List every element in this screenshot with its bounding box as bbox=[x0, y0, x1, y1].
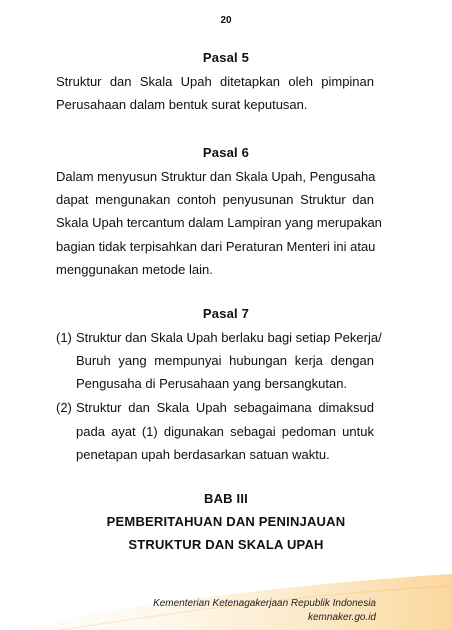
pasal-7-item-2-marker: (2) bbox=[56, 400, 72, 415]
pasal-7-item-1-line-1: Struktur dan Skala Upah berlaku bagi setiap Pekerja/ bbox=[76, 330, 382, 345]
pasal-6-line-4: bagian tidak terpisahkan dari Peraturan Menteri ini atau bbox=[56, 239, 376, 254]
pasal-6-line-2: dapat mengunakan contoh penyusunan Struktur dan bbox=[56, 192, 374, 207]
chapter-number: BAB III bbox=[203, 491, 248, 506]
pasal-7-item-2-line-1: Struktur dan Skala Upah sebagaimana dimaksud bbox=[76, 400, 374, 415]
pasal-5-line-2: Perusahaan dalam bentuk surat keputusan. bbox=[56, 97, 308, 112]
footer-website: kemnaker.go.id bbox=[308, 612, 376, 623]
pasal-6-line-1: Dalam menyusun Struktur dan Skala Upah, Pengusaha bbox=[56, 169, 376, 184]
pasal-7-item-1-line-2: Buruh yang mempunyai hubungan kerja dengan bbox=[76, 353, 374, 368]
chapter-title-line-2: STRUKTUR DAN SKALA UPAH bbox=[128, 537, 324, 552]
pasal-6-heading: Pasal 6 bbox=[202, 145, 250, 160]
pasal-5-heading: Pasal 5 bbox=[202, 50, 250, 65]
pasal-7-item-1-line-3: Pengusaha di Perusahaan yang bersangkutan. bbox=[76, 376, 348, 391]
pasal-7-item-1-marker: (1) bbox=[56, 330, 72, 345]
pasal-6-line-3: Skala Upah tercantum dalam Lampiran yang merupakan bbox=[56, 215, 382, 230]
pasal-7-item-2-line-3: penetapan upah berdasarkan satuan waktu. bbox=[76, 447, 330, 462]
chapter-title-line-1: PEMBERITAHUAN DAN PENINJAUAN bbox=[106, 514, 346, 529]
pasal-7-item-2-line-2: pada ayat (1) digunakan sebagai pedoman untuk bbox=[76, 424, 374, 439]
footer-institution: Kementerian Ketenagakerjaan Republik Indonesia bbox=[153, 598, 376, 609]
page-number: 20 bbox=[220, 15, 232, 26]
pasal-7-heading: Pasal 7 bbox=[202, 306, 250, 321]
pasal-6-line-5: menggunakan metode lain. bbox=[56, 262, 213, 277]
pasal-5-line-1: Struktur dan Skala Upah ditetapkan oleh pimpinan bbox=[56, 74, 374, 89]
